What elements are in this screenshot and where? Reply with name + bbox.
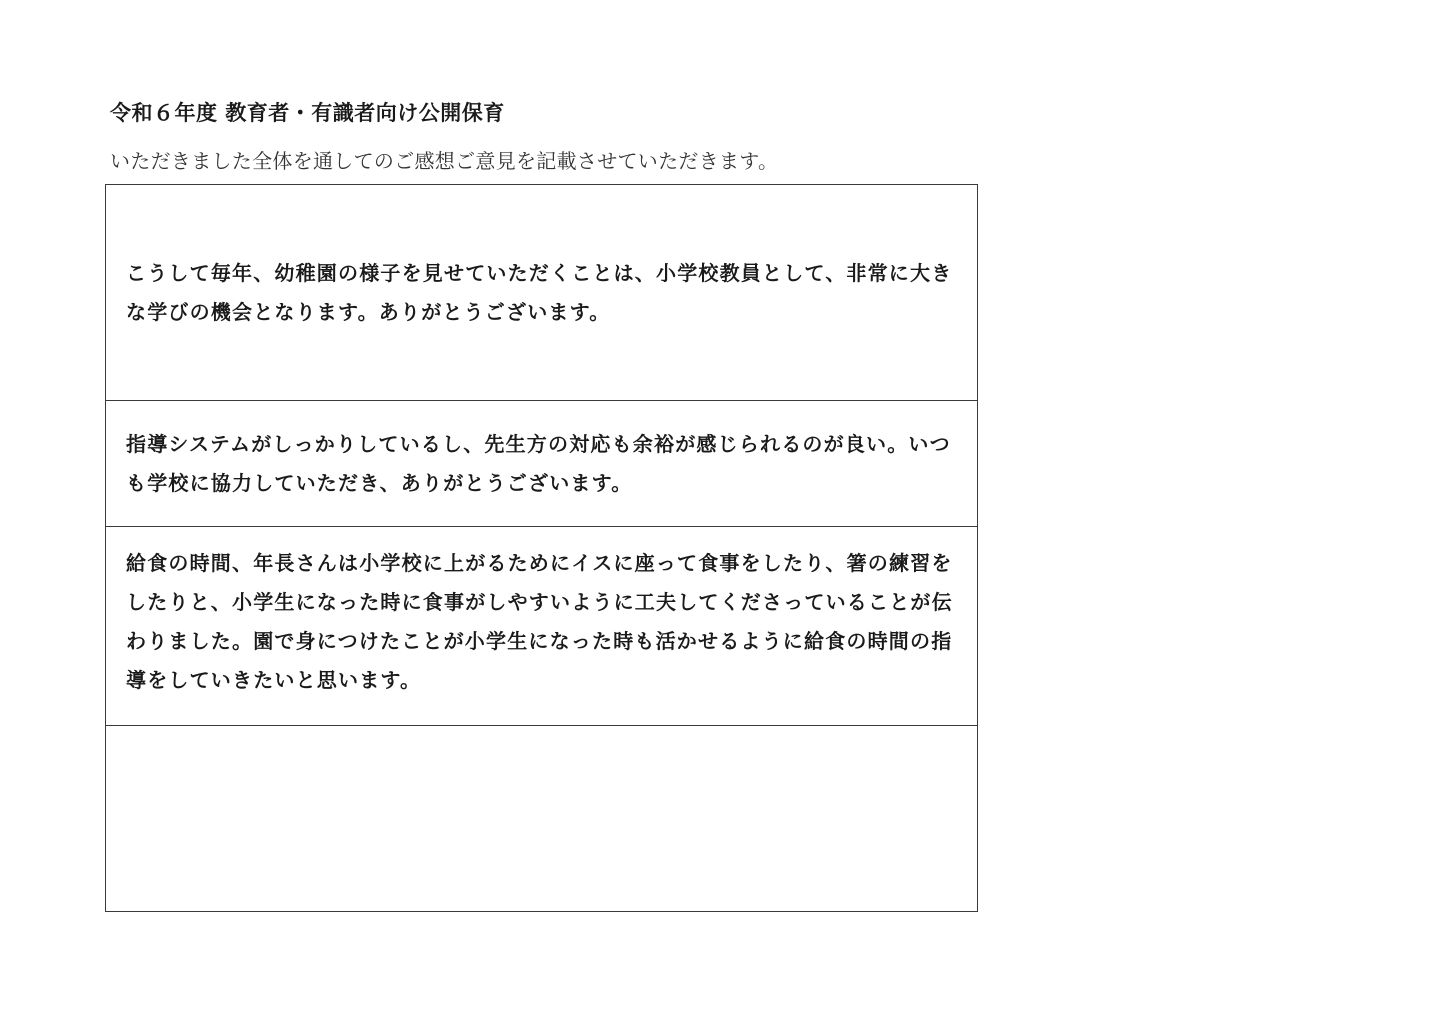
comments-table: [105, 184, 978, 912]
comment-cell: [106, 527, 977, 726]
comment-text: 指導システムがしっかりしているし、先生方の対応も余裕が感じられるのが良い。いつも学校に協力していただき、ありがとうございます。: [126, 431, 951, 495]
comment-text: こうして毎年、幼稚園の様子を見せていただくことは、小学校教員として、非常に大きな学びの機会となります。ありがとうございます。: [126, 260, 953, 324]
comment-cell: [106, 401, 977, 527]
comment-text: 給食の時間、年長さんは小学校に上がるためにイスに座って食事をしたり、箸の練習をしたりと、小学生になった時に食事がしやすいように工夫してくださっていることが伝わりました。園で身につけたことが小学生になった時も活かせるように給食の時間の指導をしていきたいと思います。: [126, 551, 953, 692]
page-title: 令和６年度 教育者・有識者向け公開保育: [110, 101, 505, 125]
comment-cell-empty: [106, 726, 977, 911]
comment-cell: [106, 185, 977, 401]
page-subtitle: いただきました全体を通してのご感想ご意見を記載させていただきます。: [110, 149, 779, 173]
